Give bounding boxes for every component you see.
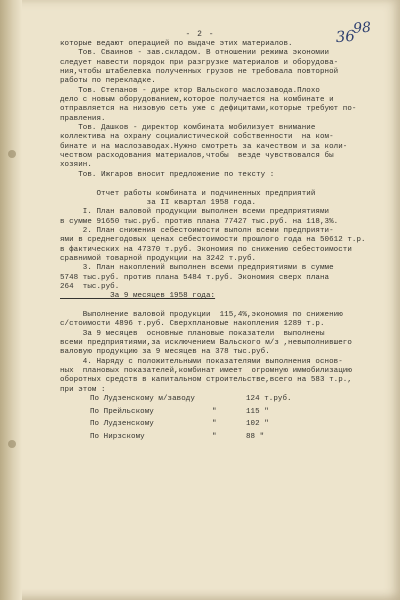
text-line [60,180,378,189]
text-line: бинате и на маслозаводах.Нужно смотреть за качеством и за коли- [60,142,348,151]
text-line: при этом : [60,385,106,394]
text-line: оборотных средств в капитальном строительстве,всего на 583 т.р., [60,376,352,385]
document-body [60,40,378,445]
table-row [60,395,378,408]
text-line: в фактических на 47370 т.руб. Экономия по снижению себестоимости [60,245,352,254]
table-row [60,433,378,446]
page-number: - 2 - [185,30,215,39]
plant-name: По Лудзенскому м/заводу [90,395,195,404]
text-line: работы по перекладке. [60,77,156,86]
ditto-mark: " [212,407,217,416]
immobilization-table [60,395,378,445]
punch-hole [8,440,16,448]
text-line: чеством расходования материалов,чтобы везде чувствовался бы [60,152,334,161]
text-line: За 9 месяцев основные плановые показатели выполнены [60,329,325,338]
text-line: хозяин. [60,161,92,170]
text-line: в сумме 91650 тыс.руб. против плана 77427 тыс.руб. на 118,3%. [60,217,339,226]
text-line: Отчет работы комбината и подчиненных предприятий [60,189,316,198]
archive-number-new: 36 [335,26,356,47]
punch-hole [8,150,16,158]
text-line: дело с новым оборудованием,которое получается на комбинате и [60,96,334,105]
text-line: 2. План снижения себестоимости выполн всеми предприяти- [60,226,334,235]
text-line: 3. План накоплений выполнен всеми предприятиями в сумме [60,264,334,273]
text-line: с/стоимости 4896 т.руб. Сверхплановые накопления 1289 т.р. [60,320,325,329]
ditto-mark: " [212,420,217,429]
text-line: ных плановых показателей,комбинат имеет огромную иммобилизацию [60,367,352,376]
amount: 124 т.руб. [246,395,292,404]
amount: 115 " [246,407,269,416]
text-line: 5748 тыс.руб. против плана 5484 т.руб. Экономия сверх плана [60,273,330,282]
text-line: всеми предприятиями,за исключением Вальского м/з ,невыполнившего [60,339,352,347]
plant-name: По Прейльскому [90,407,154,416]
text-line: За 9 месяцев 1958 года: [60,292,216,301]
table-row [60,408,378,421]
text-line: за II квартал 1958 года. [60,198,257,207]
text-line: Выполнение валовой продукции 115,4%,экономия по снижению [60,310,343,319]
text-line: 4. Наряду с положительными показателями выполнения основ- [60,357,343,366]
text-line: ями в среднегодовых ценах себестоимости прошлого года на 50612 т.р. [60,236,366,245]
text-line: валовую продукцию за 9 месяцев на 378 тыс.руб. [60,348,270,357]
text-line: Тов. Сваинов - зав.складом. В отношении режима экономии [60,49,330,58]
text-line: I. План валовой продукции выполнен всеми предприятиями [60,208,330,217]
binding-edge [0,0,22,600]
amount: 102 " [246,420,269,429]
archive-number-old: 98 [352,19,372,37]
text-line: 264 тыс.руб. [60,282,120,291]
text-line: Тов. Ижгаров вносит предложение по тексту : [60,170,275,179]
text-line: правления. [60,114,106,123]
table-row [60,420,378,433]
text-line: Тов. Степанов - дире ктор Вальского маслозавода.Плохо [60,86,320,95]
text-line: Тов. Дашков - директор комбината мобилизует внимание [60,124,316,133]
amount: 88 " [246,432,265,441]
text-line: отправляется на низовую сеть уже с дефицитами,которые требуют по- [60,105,357,114]
text-line: сравнимой товарной продукции на 3242 т.руб. [60,254,257,263]
ditto-mark: " [212,432,217,441]
text-line: коллектива на охрану социалистической собственности на ком- [60,133,334,142]
text-line: которые ведают операцией по выдаче этих материалов. [60,40,293,48]
body-lines [60,40,378,395]
text-line [60,302,378,311]
plant-name: По Нирзскому [90,432,145,441]
text-line: следует навести порядок при разгрузке материалов и оборудова- [60,58,339,67]
plant-name: По Лудзенскому [90,420,154,429]
text-line: ния,чтобы штабелевка полученных грузов не требовала повторной [60,68,339,77]
